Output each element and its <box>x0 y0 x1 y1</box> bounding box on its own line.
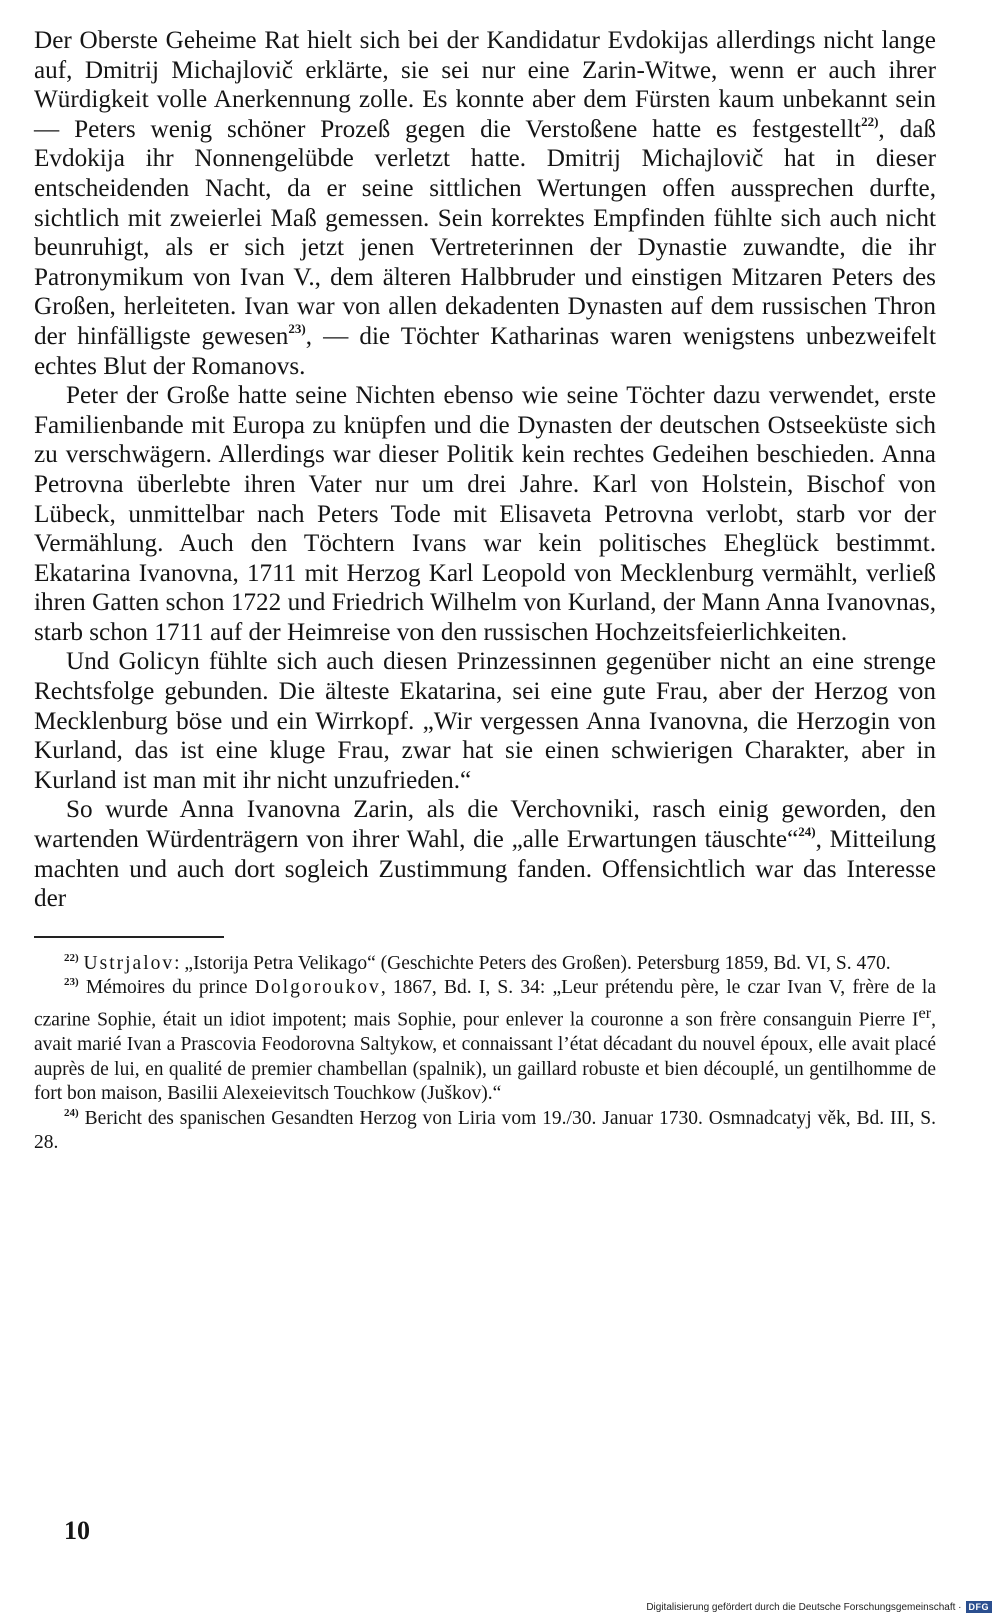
text-run: So wurde Anna Ivanovna Zarin, als die Verchovniki, rasch einig geworden, den wartenden Würdenträgern von ihrer Wahl, die „alle Erwartungen täuschte“ <box>34 796 936 854</box>
text-run: Und Golicyn fühlte sich auch diesen Prinzessinnen gegenüber nicht an eine strenge Rechtsfolge gebunden. Die älteste Ekatarina, sei eine gute Frau, aber der Herzog von Mecklenburg böse und ein Wirrkopf. „Wir vergessen Anna Ivanovna, die Herzogin von Kurland, das ist eine kluge Frau, zwar hat sie einen schwierigen Charakter, aber in Kurland ist man mit ihr nicht unzufrieden.“ <box>34 648 936 794</box>
text-run: , 1867, Bd. I, S. 34: „Leur prétendu père, le czar Ivan V, frère de la czarine Sophie, était un idiot impotent; mais Sophie, pour enlever la couronne a son frère consanguin Pierre I <box>34 977 937 1031</box>
footnote-ref: 24) <box>798 824 816 840</box>
author-name: Ustrjalov <box>83 952 175 974</box>
footnote-rule <box>34 936 224 938</box>
text-run: , avait marié Ivan a Prascovia Feodorovna Saltykow, et connaissant l’état décadant du nouvel époux, elle avait placé auprès de lui, en qualité de premier chambellan (spalnik), un gaillard robuste et bien découplé, un gentilhomme de fort bon maison, Basilii Alexeievitsch Touchkow (Juškov).“ <box>34 1009 936 1105</box>
page <box>34 26 936 1156</box>
footnote-ref: 22) <box>64 951 79 964</box>
text-run: Mémoires du prince <box>78 977 255 999</box>
text-run: Peter der Große hatte seine Nichten ebenso wie seine Töchter dazu verwendet, erste Familienbande mit Europa zu knüpfen und die Dynasten der deutschen Ostseeküste sich zu verschwägern. Allerdings war dieser Politik kein rechtes Gedeihen beschieden. Anna Petrovna überlebte ihren Vater nur um drei Jahre. Karl von Holstein, Bischof von Lübeck, unmittelbar nach Peters Tode mit Elisaveta Petrovna verlobt, starb vor der Vermählung. Auch den Töchtern Ivans war kein politisches Eheglück bestimmt. Ekatarina Ivanovna, 1711 mit Herzog Karl Leopold von Mecklenburg vermählt, verließ ihren Gatten schon 1722 und Friedrich Wilhelm von Kurland, der Mann Anna Ivanovnas, starb schon 1711 auf der Heimreise von den russischen Hochzeitsfeierlichkeiten. <box>34 382 936 646</box>
text-run: , daß Evdokija ihr Nonnengelübde verletzt hatte. Dmitrij Michajlovič hat in dieser entscheidenden Nacht, da er seine sittlichen Wertungen offen aussprechen durfte, sichtlich mit zweierlei Maß gemessen. Sein korrektes Empfinden fühlte sich auch nicht beunruhigt, als er sich jetzt jenen Vertreterinnen der Dynastie zuwandte, die ihr Patronymikum von Ivan V., dem älteren Halbbruder und einstigen Mitzaren Peters des Großen, herleiteten. Ivan war von allen dekadenten Dynasten auf dem russischen Thron der hinfälligste gewesen <box>34 115 936 350</box>
paragraph <box>34 795 936 913</box>
footnote <box>34 976 936 1106</box>
paragraph <box>34 647 936 795</box>
paragraph <box>34 381 936 647</box>
body-text <box>34 26 936 914</box>
credit-text: Digitalisierung gefördert durch die Deutsche Forschungsgemeinschaft · <box>646 1601 962 1613</box>
page-number: 10 <box>64 1516 90 1545</box>
author-name: Dolgoroukov <box>254 977 381 999</box>
footnote <box>34 1107 936 1156</box>
text-run: Bericht des spanischen Gesandten Herzog von Liria vom 19./30. Januar 1730. Osmnadcatyj věk, Bd. III, S. 28. <box>34 1107 936 1154</box>
superscript: er <box>918 1004 932 1022</box>
footnotes <box>34 952 936 1156</box>
text-run: , Mitteilung machten und auch dort sogleich Zustimmung fanden. Offensichtlich war das Interesse der <box>34 826 936 913</box>
footnote <box>34 952 936 977</box>
text-run: : „Istorija Petra Velikago“ (Geschichte Peters des Großen). Petersburg 1859, Bd. VI, S. 470. <box>174 952 891 974</box>
text-run: , — die Töchter Katharinas waren wenigstens unbezweifelt echtes Blut der Romanovs. <box>34 322 936 380</box>
footnote-ref: 22) <box>861 113 879 129</box>
footnote-ref: 23) <box>64 976 79 989</box>
digitization-credit <box>646 1601 992 1613</box>
dfg-logo: DFG <box>966 1601 993 1613</box>
footnote-ref: 24) <box>64 1106 79 1119</box>
footnote-ref: 23) <box>288 320 306 336</box>
paragraph <box>34 26 936 381</box>
text-run: Der Oberste Geheime Rat hielt sich bei der Kandidatur Evdokijas allerdings nicht lange auf, Dmitrij Michajlovič erklärte, sie sei nur eine Zarin-Witwe, wenn er auch ihrer Würdigkeit volle Anerkennung zolle. Es konnte aber dem Fürsten kaum unbekannt sein — Peters wenig schöner Prozeß gegen die Verstoßene hatte es festgestellt <box>34 27 936 143</box>
